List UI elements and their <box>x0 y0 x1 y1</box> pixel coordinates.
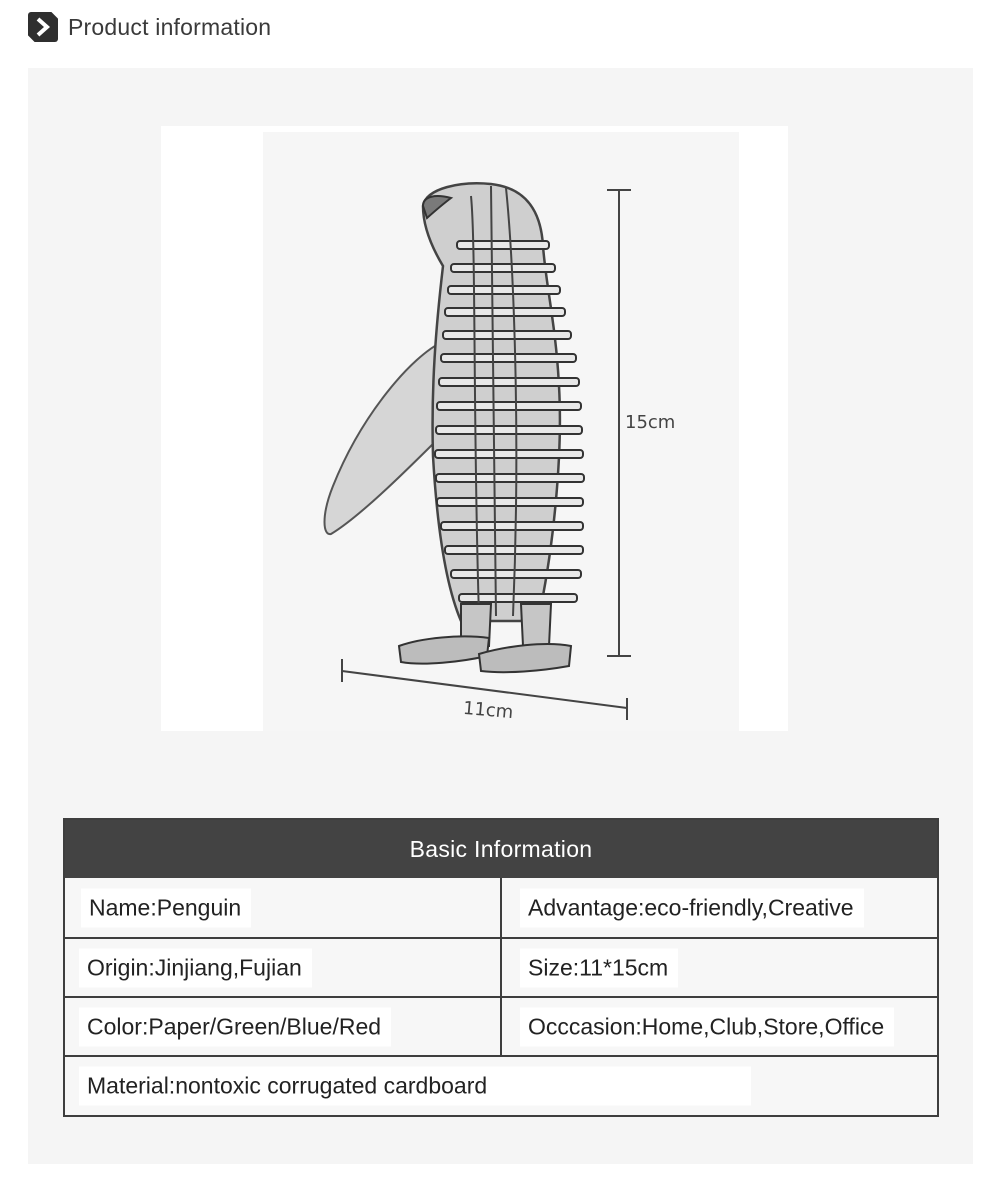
table-row <box>65 878 937 937</box>
size-value: Size:11*15cm <box>520 948 678 987</box>
table-cell <box>65 939 502 996</box>
basic-info-table <box>63 818 939 1117</box>
product-photo <box>161 126 788 731</box>
height-label: 15cm <box>625 412 676 433</box>
origin-value: Origin:Jinjiang,Fujian <box>79 948 312 987</box>
chevron-right-icon <box>28 12 58 42</box>
width-label: 11cm <box>462 697 515 724</box>
table-row <box>65 1055 937 1114</box>
table-cell <box>502 878 937 937</box>
penguin-drawing <box>161 126 788 731</box>
section-title: Product information <box>68 13 272 40</box>
table-title: Basic Information <box>65 820 937 878</box>
color-value: Color:Paper/Green/Blue/Red <box>79 1007 391 1046</box>
product-panel <box>28 68 973 1164</box>
name-value: Name:Penguin <box>81 888 251 927</box>
section-header <box>28 12 271 42</box>
table-cell <box>502 939 937 996</box>
table-cell <box>65 1057 937 1114</box>
table-cell <box>65 878 502 937</box>
advantage-value: Advantage:eco-friendly,Creative <box>520 888 864 927</box>
table-row <box>65 996 937 1055</box>
occasion-value: Occcasion:Home,Club,Store,Office <box>520 1007 894 1046</box>
table-cell <box>65 998 502 1055</box>
table-row <box>65 937 937 996</box>
table-cell <box>502 998 937 1055</box>
material-value: Material:nontoxic corrugated cardboard <box>79 1066 751 1105</box>
